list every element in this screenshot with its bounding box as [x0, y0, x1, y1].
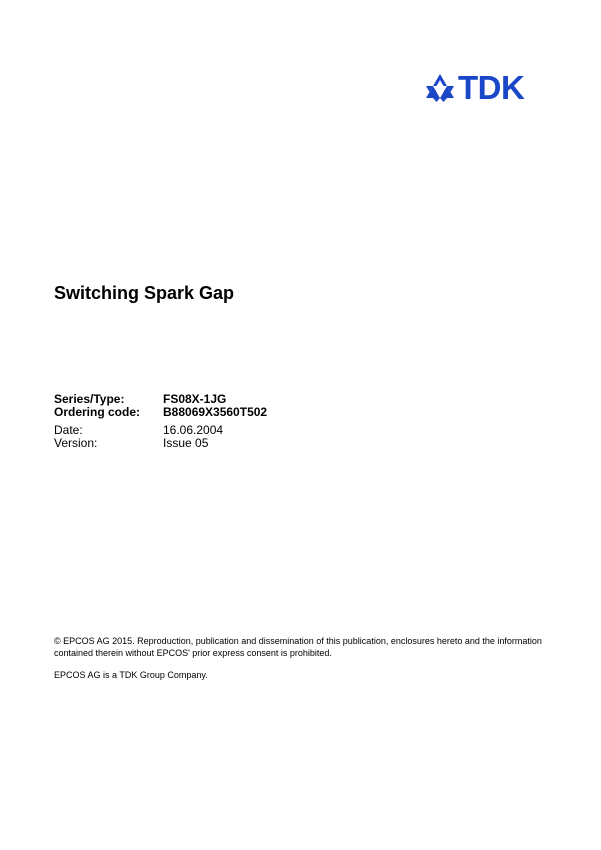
document-meta [54, 393, 267, 449]
meta-value: B88069X3560T502 [163, 404, 268, 419]
meta-value: Issue 05 [163, 435, 209, 450]
legal-notice [54, 636, 554, 682]
logo-wordmark: TDK [458, 69, 525, 106]
copyright-text: © EPCOS AG 2015. Reproduction, publication and dissemination of this publication, enclosures hereto and the information contained therein without EPCOS' prior express consent is prohibited. [54, 636, 542, 658]
tdk-logo [425, 69, 550, 106]
meta-row-date [54, 424, 267, 437]
meta-key: Ordering code: [54, 404, 141, 419]
meta-key: Date: [54, 423, 83, 438]
meta-row-version [54, 437, 267, 450]
meta-value: FS08X-1JG [163, 392, 227, 406]
meta-key: Version: [54, 435, 98, 450]
meta-key: Series/Type: [54, 392, 125, 406]
meta-row-ordering-code [54, 406, 267, 419]
tdk-triangle-mark-icon [425, 73, 455, 103]
meta-value: 16.06.2004 [163, 423, 224, 438]
meta-row-series [54, 393, 267, 406]
document-title: Switching Spark Gap [54, 283, 235, 303]
company-statement: EPCOS AG is a TDK Group Company. [54, 670, 208, 680]
